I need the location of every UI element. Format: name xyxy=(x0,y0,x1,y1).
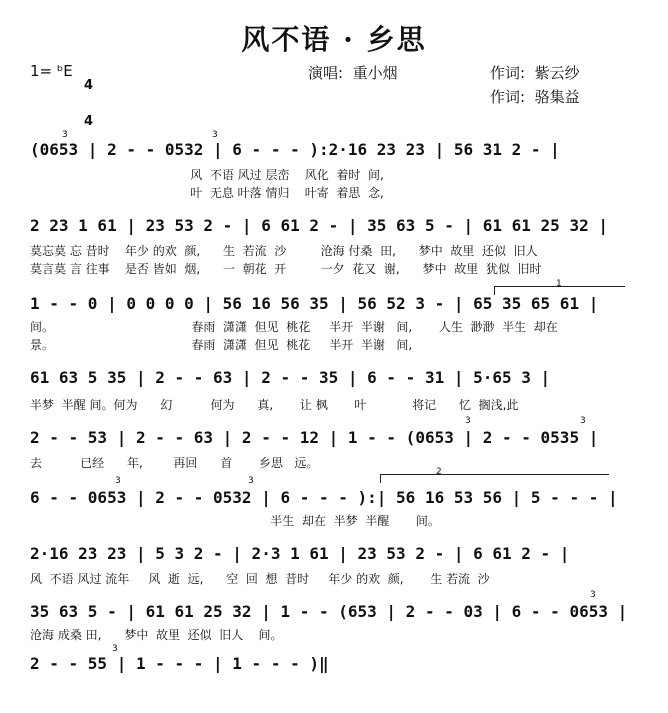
notation-row-9: 2 - - 55 | 1 - - - | 1 - - - )‖ xyxy=(30,654,329,673)
lyrics-row-5: 去 已经 年, 再回 首 乡思 远。 xyxy=(30,456,319,470)
notation-row-3: 1 - - 0 | 0 0 0 0 | 56 16 56 35 | 56 52 3 - | 65 35 65 61 | xyxy=(30,294,599,313)
song-title: 风不语 · 乡思 xyxy=(241,23,427,56)
volta-number-1: 1 xyxy=(556,279,562,289)
triplet-mark: 3 xyxy=(590,590,596,600)
meter-top: 4 xyxy=(84,78,94,93)
lyrics-row-6: 半生 却在 半梦 半醒 间。 xyxy=(30,514,440,528)
lyrics-row-4: 半梦 半醒 间。何为 幻 何为 真, 让 枫 叶 将记 忆 搁浅,此 xyxy=(30,398,519,412)
time-signature xyxy=(84,56,93,140)
notation-row-8: 35 63 5 - | 61 61 25 32 | 1 - - (653 | 2 - - 03 | 6 - - 0653 | xyxy=(30,602,628,621)
notation-row-5: 2 - - 53 | 2 - - 63 | 2 - - 12 | 1 - - (0653 | 2 - - 0535 | xyxy=(30,428,599,447)
triplet-mark: 3 xyxy=(465,416,471,426)
notation-row-6: 6 - - 0653 | 2 - - 0532 | 6 - - - ):| 56 16 53 56 | 5 - - - | xyxy=(30,488,618,507)
lyrics-row-2: 莫忘莫 忘 昔时 年少 的欢 颜, 生 若流 沙 沧海 付桑 田, 梦中 故里 还似 旧人 莫言莫 言 往事 是否 皆如 烟, 一 朝花 开 一夕 花又 谢, 梦中 故里 犹似 旧时 xyxy=(30,244,542,276)
singer-credit: 演唱: 重小烟 xyxy=(308,64,398,82)
volta-number-2: 2 xyxy=(436,467,442,477)
key-signature: 1= ᵇE xyxy=(30,62,73,80)
notation-row-7: 2·16 23 23 | 5 3 2 - | 2·3 1 61 | 23 53 2 - | 6 61 2 - | xyxy=(30,544,570,563)
lyrics-row-7: 风 不语 风过 流年 风 逝 远, 空 回 想 昔时 年少 的欢 颜, 生 若流 沙 xyxy=(30,572,490,586)
notation-row-1: (0653 | 2 - - 0532 | 6 - - - ):2·16 23 23 | 56 31 2 - | xyxy=(30,140,560,159)
volta-bracket-2 xyxy=(380,474,609,483)
triplet-mark: 3 xyxy=(212,130,218,140)
triplet-mark: 3 xyxy=(112,644,118,654)
lyrics-row-3: 间。 春雨 潇潇 但见 桃花 半开 半谢 间, 人生 渺渺 半生 却在 景。 春雨 潇潇 但见 桃花 半开 半谢 间, xyxy=(30,320,558,352)
lyricist-credit-2: 作词: 骆集益 xyxy=(490,88,580,106)
notation-row-2: 2 23 1 61 | 23 53 2 - | 6 61 2 - | 35 63 5 - | 61 61 25 32 | xyxy=(30,216,608,235)
lyricist-credit-1: 作词: 紫云纱 xyxy=(490,64,580,82)
notation-row-4: 61 63 5 35 | 2 - - 63 | 2 - - 35 | 6 - - 31 | 5·65 3 | xyxy=(30,368,551,387)
triplet-mark: 3 xyxy=(62,130,68,140)
lyrics-row-8: 沧海 成桑 田, 梦中 故里 还似 旧人 间。 xyxy=(30,628,283,642)
meter-bottom: 4 xyxy=(84,114,94,129)
lyrics-row-1: 风 不语 风过 层峦 风化 着时 间, 叶 无息 叶落 情归 叶寄 着思 念, xyxy=(30,168,384,200)
triplet-mark: 3 xyxy=(248,476,254,486)
triplet-mark: 3 xyxy=(115,476,121,486)
triplet-mark: 3 xyxy=(580,416,586,426)
